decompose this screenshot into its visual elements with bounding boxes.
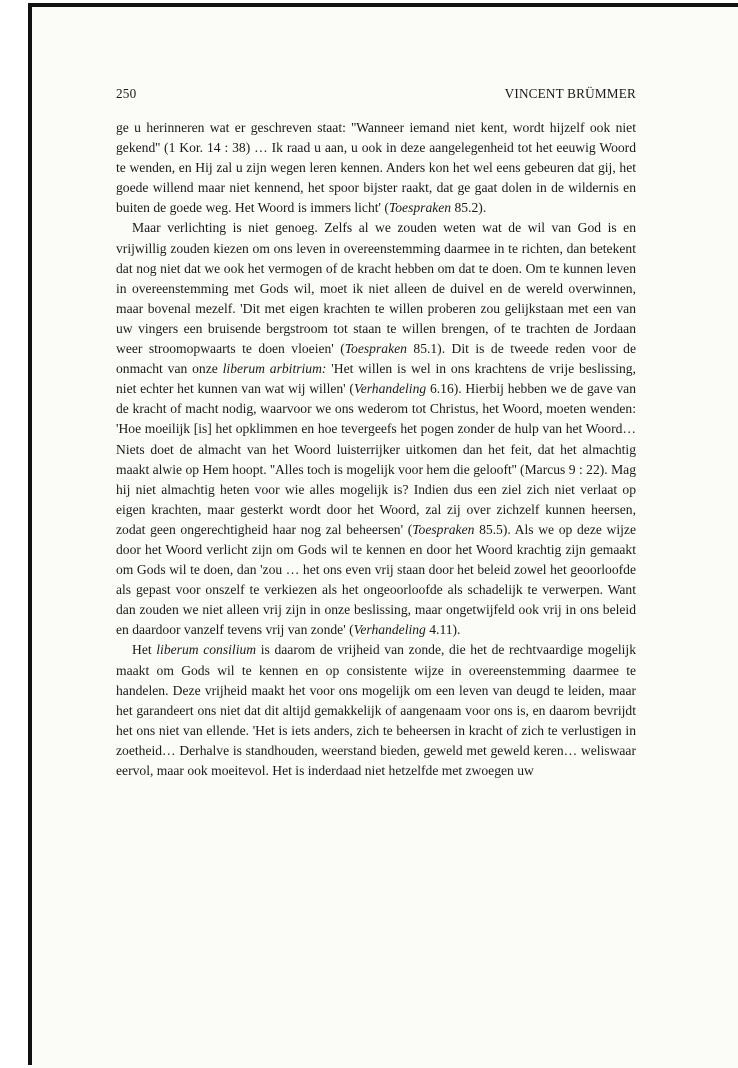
running-head-author: VINCENT BRÜMMER — [504, 86, 636, 101]
text-run: 85.5). Als we op deze wijze door het Woord verlicht zijn om Gods wil te kennen en door het Woord krachtig zijn gemaakt om Gods wil te doen, dan 'zou … het ons even vrij staan door het beleid zowel het geoorloofde als gepast voor onszelf te verkiezen als het ongeoorloofde als schadelijk te verwerpen. Want dan zouden we niet alleen vrij zijn in onze beslissing, maar ongetwijfeld ook vrij in ons beleid en daardoor vanzelf tevens vrij van zonde' ( — [116, 521, 636, 638]
page-number: 250 — [116, 86, 137, 101]
text-run: Het — [132, 642, 157, 658]
italic-run: Toespraken — [388, 200, 452, 216]
text-run: 4.11). — [425, 622, 461, 638]
text-run: 6.16). Hierbij hebben we de gave van de kracht of macht nodig, waarvoor we ons wederom tot Christus, het Woord, moeten wenden: 'Hoe moeilijk [is] het opklimmen en hoe tevergeefs het pogen zonder de hulp van het Woord… Niets doet de almacht van het Woord luisterrijker uitkomen dan het feit, dat het almachtig maakt alwie op Hem hoopt. ''Alles toch is mogelijk voor hem die gelooft'' (Marcus 9 : 22). Mag hij niet almachtig heten voor wie alles mogelijk is? Indien dus een ziel zich niet verlaat op eigen krachten, maar gesterkt wordt door het Woord, zal zij over zichzelf kunnen heersen, zodat geen ongerechtigheid haar nog zal beheersen' ( — [116, 381, 637, 537]
paragraph-3 — [116, 640, 636, 781]
italic-run: liberum arbitrium: — [222, 361, 327, 377]
text-run: 85.1). Dit is de tweede reden voor de onmacht van onze — [116, 341, 636, 377]
italic-run: Verhandeling — [353, 381, 427, 397]
text-run: ge u herinneren wat er geschreven staat: ''Wanneer iemand niet kent, wordt hijzelf ook niet gekend'' (1 Kor. 14 : 38) … Ik raad u aan, u ook in deze aangelegenheid tot het eeuwig Woord te wenden, en Hij zal u zijn wegen leren kennen. Anders kon het wel eens gebeuren dat gij, het goede willend maar niet kennend, het spoor bijster raakt, dat ge gaat dolen in de wildernis en buiten de goede weg. Het Woord is immers licht' ( — [116, 120, 636, 216]
text-run: 85.2). — [451, 200, 487, 216]
paragraph-2 — [116, 218, 636, 640]
paragraph-1 — [116, 118, 636, 218]
body-text — [116, 118, 636, 781]
text-run: is daarom de vrijheid van zonde, die het de rechtvaardige mogelijk maakt om Gods wil te kennen en op consistente wijze in overeenstemming daarmee te handelen. Deze vrijheid maakt het voor ons mogelijk om een leven van deugd te leiden, maar het garandeert ons niet dat dit altijd gemakkelijk of aangenaam voor ons is, en daarom bevrijdt het ons niet van ellende. 'Het is iets anders, zich te beheersen in kracht of zich te verlustigen in zoetheid… Derhalve is standhouden, weerstand bieden, geweld met geweld keren… weliswaar eervol, maar ook moeitevol. Het is inderdaad niet hetzelfde met zwoegen uw — [116, 642, 636, 778]
text-run: Maar verlichting is niet genoeg. Zelfs al we zouden weten wat de wil van God is en vrijwillig zouden kiezen om ons leven in overeenstemming daarmee in te richten, dan betekent dat nog niet dat we ook het vermogen of de kracht hebben om dat te doen. Om te kunnen leven in overeenstemming met Gods wil, moet ik niet alleen de duivel en de wereld overwinnen, maar bovenal mezelf. 'Dit met eigen krachten te willen proberen zou gelijkstaan met een van uw vingers een bruisende bergstroom tot staan te willen brengen, of te trachten de Jordaan weer stroomopwaarts te doen vloeien' ( — [116, 220, 636, 357]
italic-run: Toespraken — [412, 521, 475, 537]
italic-run: Verhandeling — [353, 622, 426, 638]
text-run: 'Het willen is wel in ons krachtens de vrije beslissing, niet echter het kunnen van wat wij willen' ( — [116, 361, 637, 397]
page-header — [116, 86, 636, 106]
italic-run: Toespraken — [344, 341, 407, 357]
italic-run: liberum consilium — [156, 642, 257, 658]
